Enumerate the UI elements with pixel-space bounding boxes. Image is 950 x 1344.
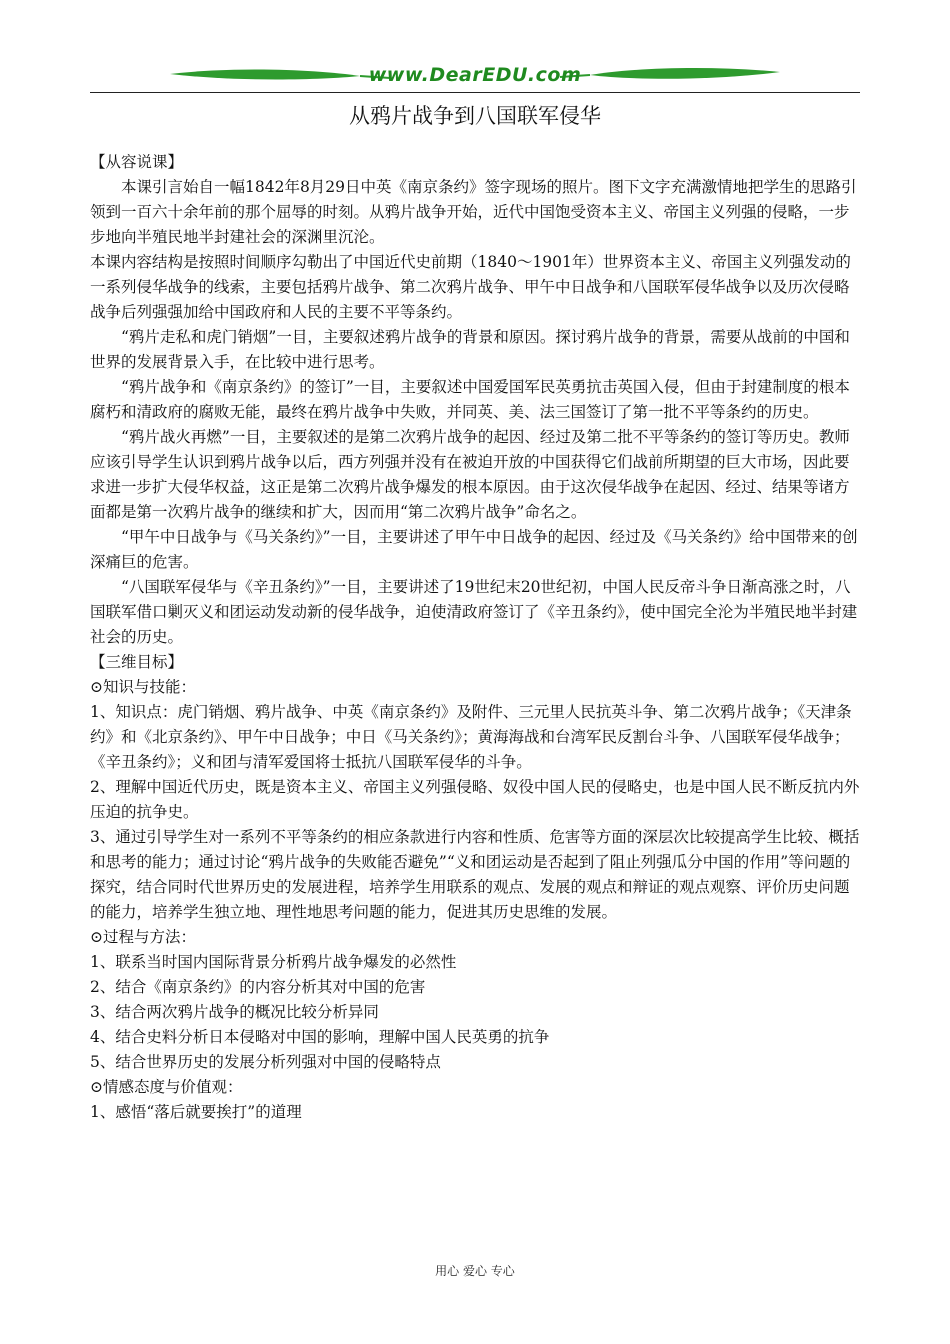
section-heading-goals: 【三维目标】 <box>90 653 184 671</box>
paragraph: 本课内容结构是按照时间顺序勾勒出了中国近代史前期（1840～1901年）世界资本主义、帝国主义列强发动的一系列侵华战争的线索，主要包括鸦片战争、第二次鸦片战争、甲午中日战争和八国联军侵华战争以及历次侵略战争后列强强加给中国政府和人民的主要不平等条约。 <box>90 253 851 321</box>
list-item: 1、感悟“落后就要挨打”的道理 <box>90 1103 302 1121</box>
document-body <box>90 150 860 1125</box>
paragraph: “鸦片战争和《南京条约》的签订”一目，主要叙述中国爱国军民英勇抗击英国入侵，但由于封建制度的根本腐朽和清政府的腐败无能，最终在鸦片战争中失败，并同英、美、法三国签订了第一批不平等条约的历史。 <box>90 378 850 421</box>
list-item: 4、结合史料分析日本侵略对中国的影响，理解中国人民英勇的抗争 <box>90 1028 550 1046</box>
paragraph: “鸦片走私和虎门销烟”一目，主要叙述鸦片战争的背景和原因。探讨鸦片战争的背景，需要从战前的中国和世界的发展背景入手，在比较中进行思考。 <box>90 328 850 371</box>
subheading-knowledge: ⊙知识与技能： <box>90 678 196 696</box>
list-item: 2、结合《南京条约》的内容分析其对中国的危害 <box>90 978 426 996</box>
header-rule <box>90 92 860 93</box>
site-url[interactable]: www.DearEDU.com <box>368 64 582 86</box>
paragraph: “八国联军侵华与《辛丑条约》”一目，主要讲述了19世纪末20世纪初，中国人民反帝斗争日渐高涨之时，八国联军借口剿灭义和团运动发动新的侵华战争，迫使清政府签订了《辛丑条约》，使中国完全沦为半殖民地半封建社会的历史。 <box>90 578 858 646</box>
page-title: 从鸦片战争到八国联军侵华 <box>349 104 601 128</box>
list-item: 1、知识点：虎门销烟、鸦片战争、中英《南京条约》及附件、三元里人民抗英斗争、第二次鸦片战争；《天津条约》和《北京条约》、甲午中日战争；中日《马关条约》；黄海海战和台湾军民反割台斗争、八国联军侵华战争；《辛丑条约》；义和团与清军爱国将士抵抗八国联军侵华的斗争。 <box>90 703 852 771</box>
page-footer: 用心 爱心 专心 <box>435 1264 515 1278</box>
list-item: 5、结合世界历史的发展分析列强对中国的侵略特点 <box>90 1053 441 1071</box>
paragraph: “甲午中日战争与《马关条约》”一目，主要讲述了甲午中日战争的起因、经过及《马关条约》给中国带来的创深痛巨的危害。 <box>90 528 858 571</box>
subheading-values: ⊙情感态度与价值观： <box>90 1078 243 1096</box>
paragraph: “鸦片战火再燃”一目，主要叙述的是第二次鸦片战争的起因、经过及第二批不平等条约的签订等历史。教师应该引导学生认识到鸦片战争以后，西方列强并没有在被迫开放的中国获得它们战前所期望的巨大市场，因此要求进一步扩大侵华权益，这正是第二次鸦片战争爆发的根本原因。由于这次侵华战争在起因、经过、结果等诸方面都是第一次鸦片战争的继续和扩大，因而用“第二次鸦片战争”命名之。 <box>90 428 850 521</box>
list-item: 3、结合两次鸦片战争的概况比较分析异同 <box>90 1003 379 1021</box>
paragraph: 本课引言始自一幅1842年8月29日中英《南京条约》签字现场的照片。图下文字充满激情地把学生的思路引领到一百六十余年前的那个屈辱的时刻。从鸦片战争开始，近代中国饱受资本主义、帝国主义列强的侵略，一步步地向半殖民地半封建社会的深渊里沉沦。 <box>90 178 857 246</box>
site-header <box>90 62 860 92</box>
list-item: 1、联系当时国内国际背景分析鸦片战争爆发的必然性 <box>90 953 457 971</box>
subheading-method: ⊙过程与方法： <box>90 928 196 946</box>
list-item: 3、通过引导学生对一系列不平等条约的相应条款进行内容和性质、危害等方面的深层次比较提高学生比较、概括和思考的能力；通过讨论“鸦片战争的失败能否避免”“义和团运动是否起到了阻止列强瓜分中国的作用”等问题的探究，结合同时代世界历史的发展进程，培养学生用联系的观点、发展的观点和辩证的观点观察、评价历史问题的能力，培养学生独立地、理性地思考问题的能力，促进其历史思维的发展。 <box>90 828 860 921</box>
section-heading-lesson: 【从容说课】 <box>90 153 184 171</box>
list-item: 2、理解中国近代历史，既是资本主义、帝国主义列强侵略、奴役中国人民的侵略史，也是中国人民不断反抗内外压迫的抗争史。 <box>90 778 860 821</box>
